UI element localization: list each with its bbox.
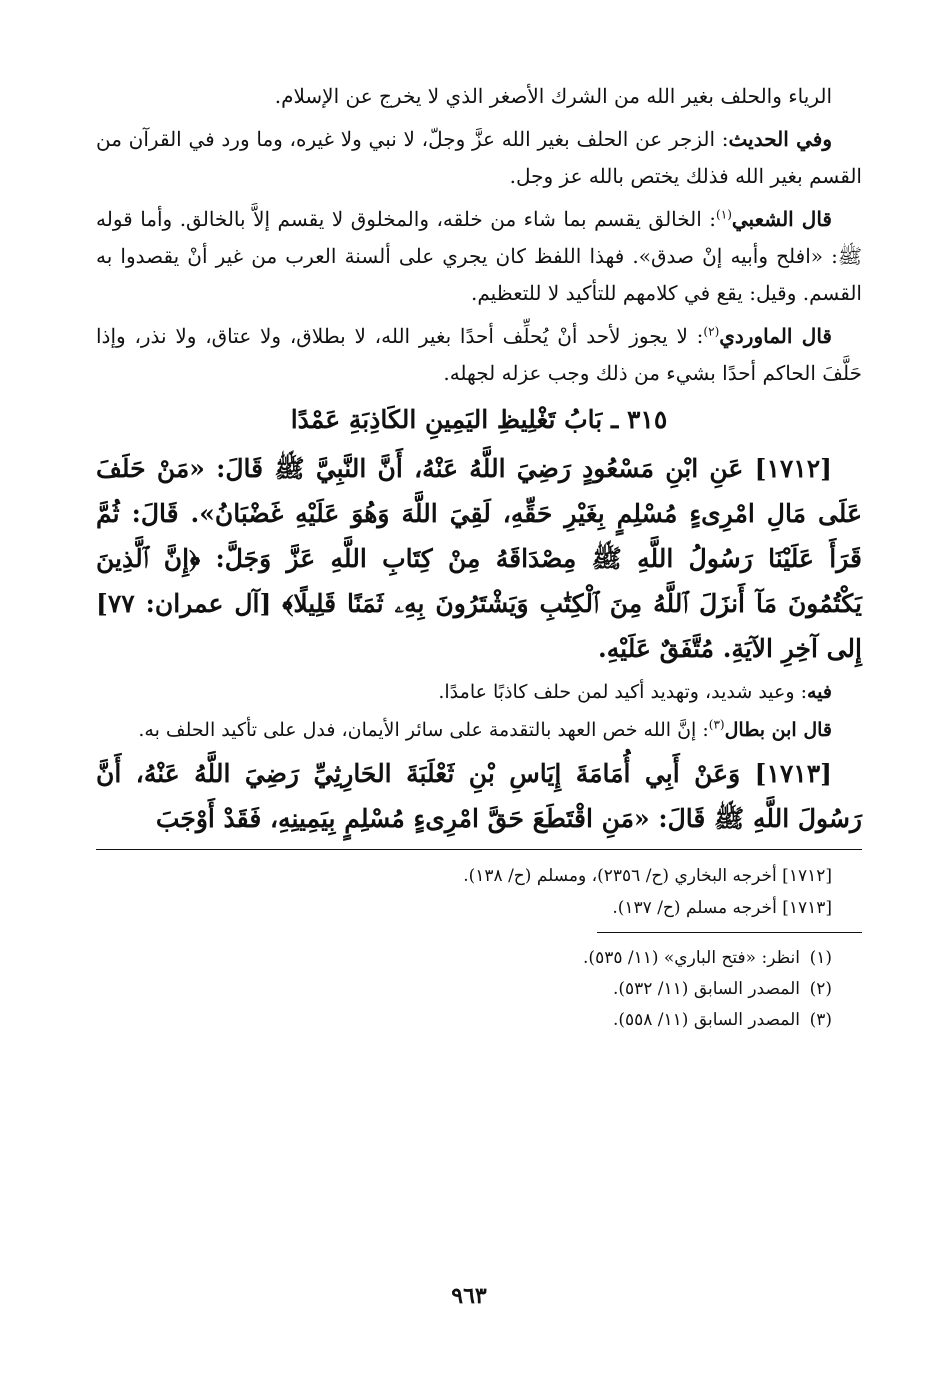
divider-sources (96, 849, 862, 850)
paragraph-label: وفي الحديث (728, 127, 833, 151)
paragraph-label: قال الماوردي (719, 324, 832, 348)
paragraph-hadith-lesson: وفي الحديث: الزجر عن الحلف بغير الله عزَّ وجلّ، لا نبي ولا غيره، وما ورد في القرآن من القسم بغير الله فذلك يختص بالله عز وجل. (96, 127, 862, 188)
page-body (96, 78, 862, 1036)
footnote-ref: (١) (716, 207, 732, 222)
paragraph-mawardi: قال الماوردي$^{(٢)}$: لا يجوز لأحد أنْ يُحلِّف أحدًا بغير الله، لا بطلاق، ولا عتاق، ولا نذر، وإذا حَلَّفَ الحاكم أحدًا بشيء من ذلك وجب عزله لجهله. (96, 324, 862, 385)
footnote-number: (٢) (809, 979, 832, 999)
source-note: [١٧١٢] أخرجه البخاري (ح/ ٢٣٥٦)، ومسلم (ح/ ١٣٨). (463, 866, 832, 886)
footnote-ref: (٢) (703, 324, 720, 339)
paragraph-label: قال الشعبي (731, 207, 832, 231)
divider-footnotes (597, 932, 862, 933)
page-number: ٩٦٣ (451, 1283, 487, 1309)
hadith-1712: [١٧١٢] عَنِ ابْنِ مَسْعُودٍ رَضِيَ اللَّهُ عَنْهُ، أَنَّ النَّبِيَّ ﷺ قَالَ: «مَنْ حَلَفَ عَلَى مَالِ امْرِىءٍ مُسْلِمٍ بِغَيْرِ حَقِّهِ، لَقِيَ اللَّهَ وَهُوَ عَلَيْهِ غَضْبَانُ». قَالَ: ثُمَّ قَرَأَ عَلَيْنَا رَسُولُ اللَّهِ ﷺ مِصْدَاقَهُ مِنْ كِتَابِ اللَّهِ عَزَّ وَجَلَّ: ﴿إِنَّ ٱلَّذِينَ يَكْتُمُونَ مَآ أَنزَلَ ٱللَّهُ مِنَ ٱلْكِتَٰبِ وَيَشْتَرُونَ بِهِۦ ثَمَنًا قَلِيلًا﴾ [آل عمران: ٧٧] إِلى آخِرِ الآيَةِ. مُتَّفَقٌ عَلَيْهِ. (96, 454, 862, 663)
footnote-ref: (٣) (708, 717, 725, 732)
comment-ibn-battal: قال ابن بطال$^{(٣)}$: إنَّ الله خص العهد بالتقدمة على سائر الأيمان، فدل على تأكيد الحلف به. (138, 717, 832, 741)
comment-fihi: فيه: وعيد شديد، وتهديد أكيد لمن حلف كاذبًا عامدًا. (438, 681, 832, 703)
paragraph-shabi: قال الشعبي$^{(١)}$: الخالق يقسم بما شاء من خلقه، والمخلوق لا يقسم إلاَّ بالخالق. وأما قوله ﷺ: «افلح وأبيه إنْ صدق». فهذا اللفظ كان يجري على ألسنة العرب من غير أنْ يقصدوا به القسم. وقيل: يقع في كلامهم للتأكيد لا للتعظيم. (96, 207, 862, 305)
footnote-item: (٣)المصدر السابق (١١/ ٥٥٨). (96, 1005, 862, 1036)
footnote-item: (٢)المصدر السابق (١١/ ٥٣٢). (96, 974, 862, 1005)
comment-label: فيه (806, 681, 832, 703)
chapter-title: ٣١٥ ـ بَابُ تَغْلِيظِ اليَمِينِ الكَاذِبَةِ عَمْدًا (290, 405, 668, 434)
footnote-item: (١)انظر: «فتح الباري» (١١/ ٥٣٥). (96, 943, 862, 974)
source-note: [١٧١٣] أخرجه مسلم (ح/ ١٣٧). (612, 898, 832, 918)
paragraph-riya: الرياء والحلف بغير الله من الشرك الأصغر الذي لا يخرج عن الإسلام. (274, 84, 832, 108)
hadith-1713: [١٧١٣] وَعَنْ أَبِي أُمَامَةَ إِيَاسِ بْنِ ثَعْلَبَةَ الحَارِثِيِّ رَضِيَ اللَّهُ عَنْهُ، أَنَّ رَسُولَ اللَّهِ ﷺ قَالَ: «مَنِ اقْتَطَعَ حَقَّ امْرِىءٍ مُسْلِمٍ بِيَمِينِهِ، فَقَدْ أَوْجَبَ (96, 759, 862, 833)
footnote-number: (٣) (809, 1010, 832, 1030)
footnote-number: (١) (809, 948, 832, 968)
comment-label: قال ابن بطال (724, 719, 832, 741)
